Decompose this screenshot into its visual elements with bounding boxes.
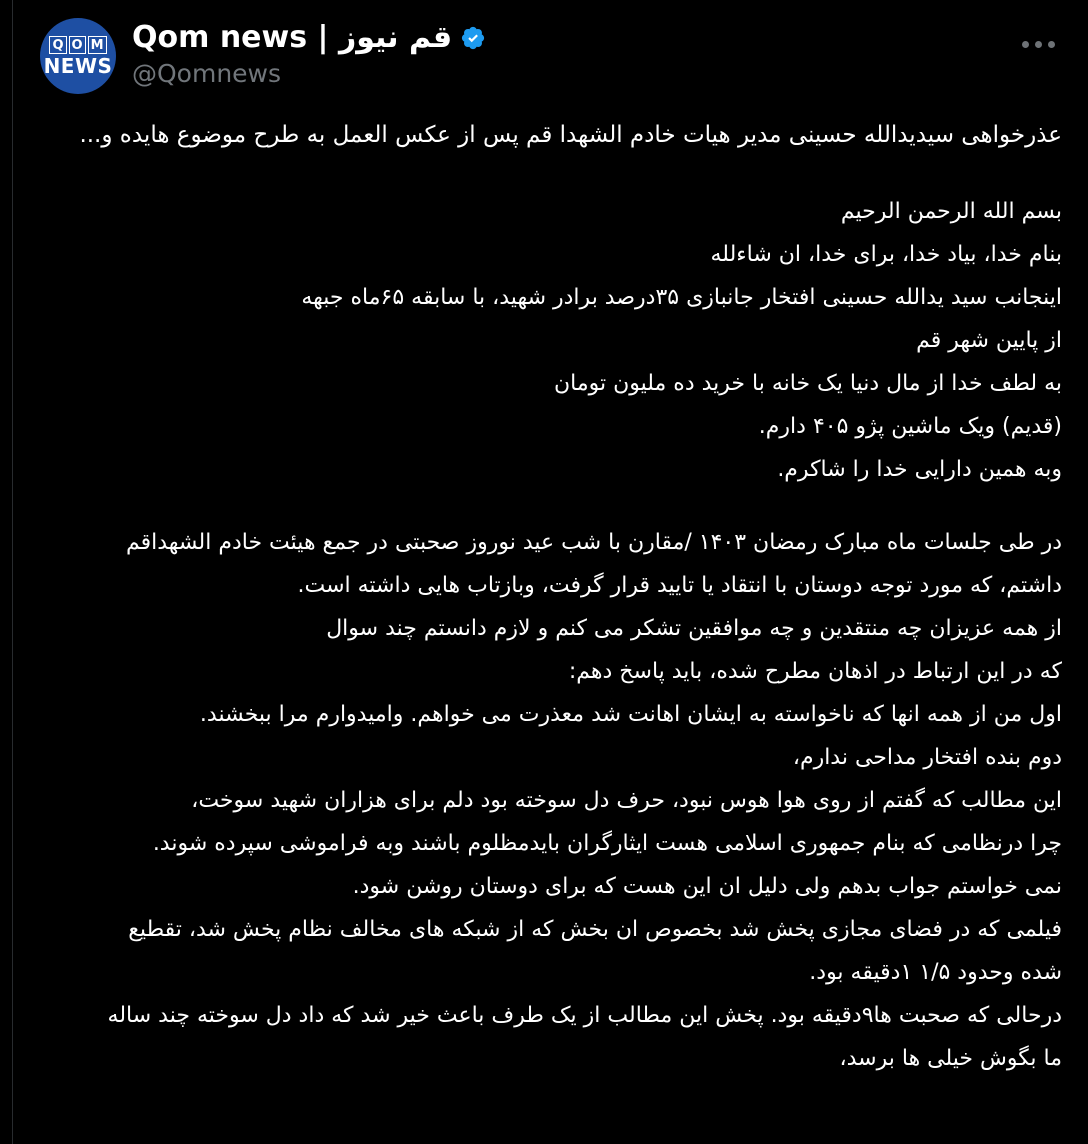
- post-header: [22, 14, 1066, 94]
- verified-badge-icon: [460, 25, 486, 51]
- display-name-row: [132, 20, 486, 56]
- post-line: وبه همین دارایی خدا را شاکرم.: [777, 457, 1062, 482]
- more-dot-1-icon: [1022, 41, 1029, 48]
- post-line: دوم بنده افتخار مداحی ندارم،: [792, 745, 1062, 770]
- post-line: ما بگوش خیلی ها برسد،: [839, 1046, 1062, 1071]
- avatar-letter-o: O: [69, 36, 86, 54]
- avatar[interactable]: [40, 18, 116, 94]
- post-line: بسم الله الرحمن الرحیم: [840, 199, 1062, 224]
- post-line: به لطف خدا از مال دنیا یک خانه با خرید ده ملیون تومان: [553, 371, 1062, 396]
- post-paragraph-2: [22, 521, 1066, 1080]
- post-headline: عذرخواهی سیدیدالله حسینی مدیر هیات خادم الشهدا قم پس از عکس العمل به طرح موضوع هایده و...: [79, 122, 1062, 148]
- post-line: بنام خدا، بیاد خدا، برای خدا، ان شاءلله: [710, 242, 1062, 267]
- post-line: درحالی که صحبت ها۹دقیقه بود. پخش این مطالب از یک طرف باعث خیر شد که داد دل سوخته چند ساله: [107, 1003, 1062, 1028]
- name-block: [132, 14, 486, 90]
- post-line: اول من از همه انها که ناخواسته به ایشان اهانت شد معذرت می خواهم. وامیدوارم مرا ببخشند.: [199, 702, 1062, 727]
- post-line: از همه عزیزان چه منتقدین و چه موافقین تشکر می کنم و لازم دانستم چند سوال: [326, 616, 1062, 641]
- post-paragraph-1: [22, 190, 1066, 491]
- post-line: فیلمی که در فضای مجازی پخش شد بخصوص ان بخش که از شبکه های مخالف نظام پخش شد، تقطیع: [128, 917, 1062, 942]
- post-line: (قدیم) ویک ماشین پژو ۴۰۵ دارم.: [758, 414, 1062, 439]
- post-line: شده وحدود ۱/۵ ۱دقیقه بود.: [809, 960, 1062, 985]
- post-line: چرا درنظامی که بنام جمهوری اسلامی هست ایثارگران بایدمظلوم باشند وبه فراموشی سپرده شوند.: [152, 831, 1062, 856]
- spacer-2: [22, 491, 1066, 521]
- author-handle[interactable]: @Qomnews: [132, 59, 282, 88]
- post-line: داشتم، که مورد توجه دوستان با انتقاد یا تایید قرار گرفت، وبازتاب هایی داشته است.: [297, 573, 1062, 598]
- author-block: [22, 14, 1014, 94]
- more-dot-2-icon: [1035, 41, 1042, 48]
- post-line: از پایین شهر قم: [916, 328, 1062, 353]
- post-line: در طی جلسات ماه مبارک رمضان ۱۴۰۳ /مقارن با شب عید نوروز صحبتی در جمع هیئت خادم الشهداقم: [125, 530, 1062, 555]
- post-line: اینجانب سید یدالله حسینی افتخار جانبازی ۳۵درصد برادر شهید، با سابقه ۶۵ماه جبهه: [301, 285, 1062, 310]
- spacer-1: [22, 152, 1066, 190]
- post-line: نمی خواستم جواب بدهم ولی دلیل ان این هست که برای دوستان روشن شود.: [352, 874, 1062, 899]
- post-body: [22, 118, 1066, 1080]
- avatar-letter-q: Q: [49, 36, 66, 54]
- avatar-news-word: NEWS: [43, 54, 113, 78]
- post-line: این مطالب که گفتم از روی هوا هوس نبود، حرف دل سوخته بود دلم برای هزاران شهید سوخت،: [191, 788, 1062, 813]
- avatar-qom-letters: [49, 36, 106, 54]
- display-name[interactable]: Qom news | قم نیوز: [132, 20, 453, 55]
- more-dot-3-icon: [1048, 41, 1055, 48]
- more-options-button[interactable]: [1014, 24, 1062, 64]
- post-line: که در این ارتباط در اذهان مطرح شده، باید پاسخ دهم:: [568, 659, 1062, 684]
- avatar-letter-m: M: [88, 36, 107, 54]
